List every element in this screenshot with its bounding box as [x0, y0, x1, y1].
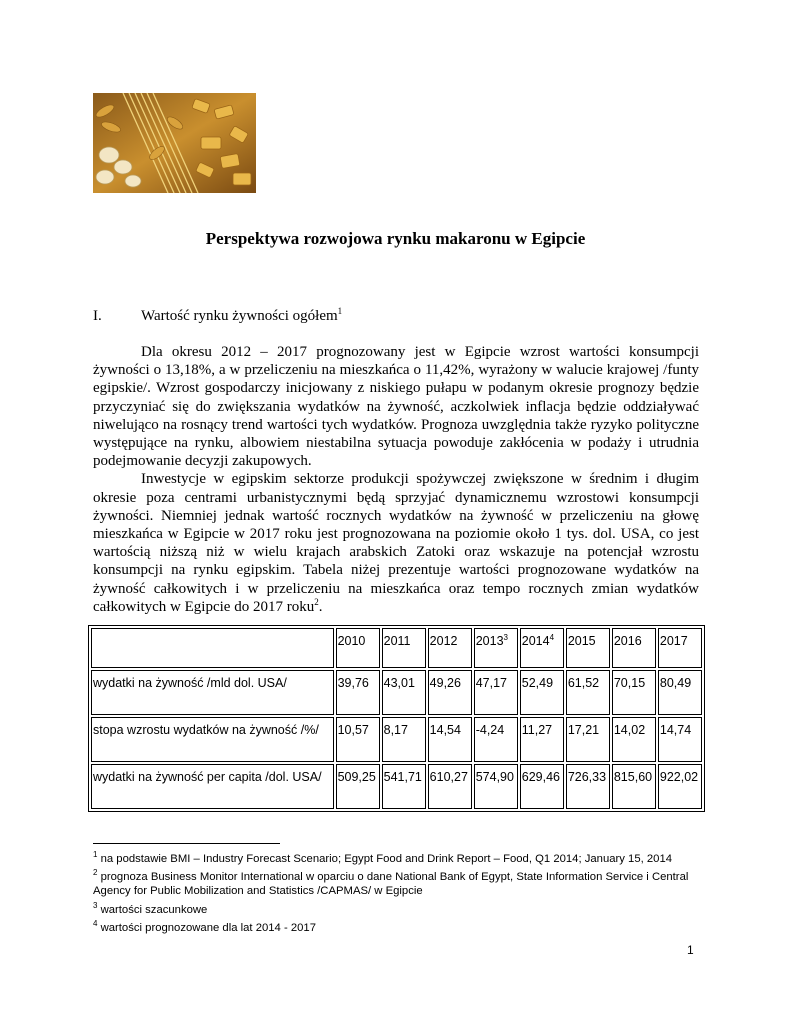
table-cell: 14,74: [658, 717, 702, 762]
footnote-ref-2: 2: [314, 596, 319, 607]
paragraph-2: [93, 470, 699, 616]
year-header: 2016: [612, 628, 656, 668]
table-row: [91, 717, 702, 762]
section-heading-text: Wartość rynku żywności ogółem: [141, 308, 338, 324]
table-cell: 70,15: [612, 670, 656, 715]
year-header: 2014$^4$: [520, 628, 564, 668]
table-cell: 11,27: [520, 717, 564, 762]
table-cell: 49,26: [428, 670, 472, 715]
table-row: [91, 764, 702, 809]
table-cell: 80,49: [658, 670, 702, 715]
table-cell: 509,25: [336, 764, 380, 809]
row-label: wydatki na żywność /mld dol. USA/: [91, 670, 334, 715]
table-row: [91, 670, 702, 715]
table-cell: 17,21: [566, 717, 610, 762]
header-empty-cell: [91, 628, 334, 668]
section-number: I.: [93, 308, 102, 324]
year-header: 2013$^3$: [474, 628, 518, 668]
table-cell: 541,71: [382, 764, 426, 809]
table-cell: 726,33: [566, 764, 610, 809]
footnote-separator: [93, 843, 280, 844]
table-cell: -4,24: [474, 717, 518, 762]
document-title: Perspektywa rozwojowa rynku makaronu w Egipcie: [205, 229, 586, 248]
table-cell: 10,57: [336, 717, 380, 762]
footnote: $^3$ wartości szacunkowe: [93, 900, 208, 916]
table-cell: 14,02: [612, 717, 656, 762]
footnotes: [93, 848, 699, 935]
table-cell: 61,52: [566, 670, 610, 715]
row-label: wydatki na żywność per capita /dol. USA/: [91, 764, 334, 809]
year-header: 2010: [336, 628, 380, 668]
paragraph-1: Dla okresu 2012 – 2017 prognozowany jest w Egipcie wzrost wartości konsumpcji żywności o 13,18%, a w przeliczeniu na mieszkańca o 11,42%, wyrażony w walucie krajowej /funty egipskie/. Wzrost gospodarczy inicjowany z niskiego pułapu w podanym okresie prognozy będzie przyczyniać się do zwiększania wydatków na żywność, aczkolwiek inflacja będzie oddziaływać niwelująco na rosnący trend wartości tych wydatków. Prognoza uwzględnia także ryzyko polityczne występujące na rynku, albowiem niestabilna sytuacja powoduje zakłócenia w podaży i utrudnia podejmowanie decyzji zakupowych.: [93, 344, 699, 470]
table-cell: 8,17: [382, 717, 426, 762]
footnote: $^1$ na podstawie BMI – Industry Forecast Scenario; Egypt Food and Drink Report – Food, Q1 2014; January 15, 2014: [93, 850, 673, 865]
page-number: 1: [687, 943, 694, 957]
body-text: [93, 343, 699, 616]
table-cell: 47,17: [474, 670, 518, 715]
food-spending-table: [88, 625, 705, 812]
year-header: 2012: [428, 628, 472, 668]
table-cell: 922,02: [658, 764, 702, 809]
footnote: $^4$ wartości prognozowane dla lat 2014 - 2017: [93, 918, 317, 934]
table-cell: 815,60: [612, 764, 656, 809]
table-cell: 52,49: [520, 670, 564, 715]
footnote: $^2$ prognoza Business Monitor International w oparciu o dane National Bank of Egypt, State Information Service i Central Agency for Public Mobilization and Statistics /CAPMAS/ w Egipcie: [93, 868, 689, 898]
table-cell: 629,46: [520, 764, 564, 809]
table-header-row: [91, 628, 702, 668]
table-cell: 39,76: [336, 670, 380, 715]
table-cell: 14,54: [428, 717, 472, 762]
footnote-ref-1: 1: [337, 306, 343, 316]
table-cell: 610,27: [428, 764, 472, 809]
table-cell: 43,01: [382, 670, 426, 715]
year-header: 2017: [658, 628, 702, 668]
pasta-photo: [93, 93, 256, 193]
row-label: stopa wzrostu wydatków na żywność /%/: [91, 717, 334, 762]
paragraph-2-end: .: [318, 598, 323, 615]
year-header: 2011: [382, 628, 426, 668]
section-heading: [93, 306, 342, 325]
table-cell: 574,90: [474, 764, 518, 809]
paragraph-2-text: Inwestycje w egipskim sektorze produkcji spożywczej zwiększone w średnim i długim okresie poza centrami urbanistycznymi będą sprzyjać dynamicznemu wzrostowi konsumpcji żywności. Niemniej jednak wartość rocznych wydatków na żywność w przeliczeniu na głowę mieszkańca w Egipcie w 2017 roku jest prognozowana na poziomie około 1 tys. dol. USA, co jest wartością niższą niż w wielu krajach arabskich Zatoki oraz wskazuje na potencjał wzrostu konsumpcji na rynku egipskim. Tabela niżej prezentuje wartości prognozowane wydatków na żywność całkowitych i w przeliczeniu na mieszkańca oraz tempo rocznych zmian wydatków całkowitych w Egipcie do 2017 roku: [93, 471, 699, 615]
year-header: 2015: [566, 628, 610, 668]
